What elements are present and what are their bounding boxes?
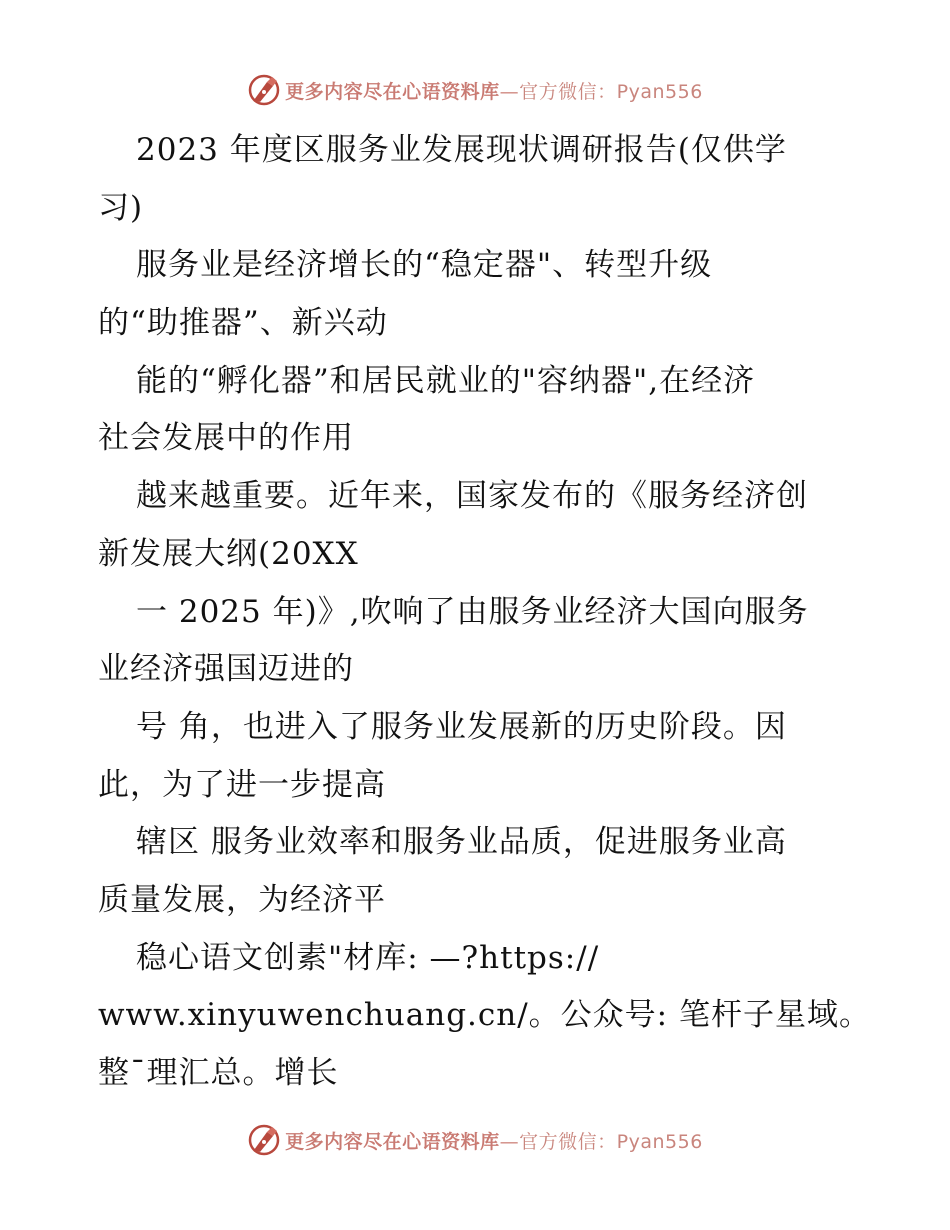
paragraph-line: 社会发展中的作用 <box>98 420 354 457</box>
paragraph-line: 整¯理汇总。增长 <box>98 1055 339 1091</box>
paragraph-line: 号 角，也进入了服务业发展新的历史阶段。因 <box>136 708 787 745</box>
banner-separator: — <box>499 80 520 103</box>
paragraph-line: 新发展大纲(20XX <box>98 535 359 572</box>
banner-text <box>285 77 703 104</box>
banner-wechat-text: 官方微信：Pyan556 <box>519 80 703 103</box>
footer-banner <box>0 1120 950 1160</box>
document-title-line: 2023 年度区服务业发展现状调研报告(仅供学 <box>136 132 787 168</box>
paragraph-line: www.xinyuwenchuang.cn/。公众号: 笔杆子星域。 <box>98 997 871 1034</box>
paragraph-line: 质量发展，为经济平 <box>98 881 386 918</box>
banner-text <box>285 1127 703 1154</box>
paragraph-line: 一 2025 年)》,吹响了由服务业经济大国向服务 <box>136 593 809 630</box>
banner-main-text: 更多内容尽在心语资料库 <box>285 80 500 103</box>
banner-wechat-text: 官方微信：Pyan556 <box>519 1130 703 1153</box>
paragraph-line: 的“助推器”、新兴动 <box>98 305 388 342</box>
document-body <box>98 122 871 1103</box>
banner-separator: — <box>499 1130 520 1153</box>
banner-main-text: 更多内容尽在心语资料库 <box>285 1130 500 1153</box>
paragraph-line: 辖区 服务业效率和服务业品质，促进服务业高 <box>136 824 787 861</box>
header-banner <box>0 70 950 110</box>
paragraph-line: 能的“孵化器”和居民就业的"容纳器",在经济 <box>136 362 756 399</box>
pen-nib-logo-icon <box>247 73 281 107</box>
paragraph-line: 业经济强国迈进的 <box>98 651 354 688</box>
paragraph-line: 越来越重要。近年来，国家发布的《服务经济创 <box>136 478 808 515</box>
paragraph-line: 稳心语文创素"材库: —?https:// <box>136 939 600 976</box>
paragraph-line: 服务业是经济增长的“稳定器"、转型升级 <box>136 247 713 284</box>
pen-nib-logo-icon <box>247 1123 281 1157</box>
document-title-line: 习) <box>98 189 144 226</box>
paragraph-line: 此，为了进一步提高 <box>98 766 386 803</box>
